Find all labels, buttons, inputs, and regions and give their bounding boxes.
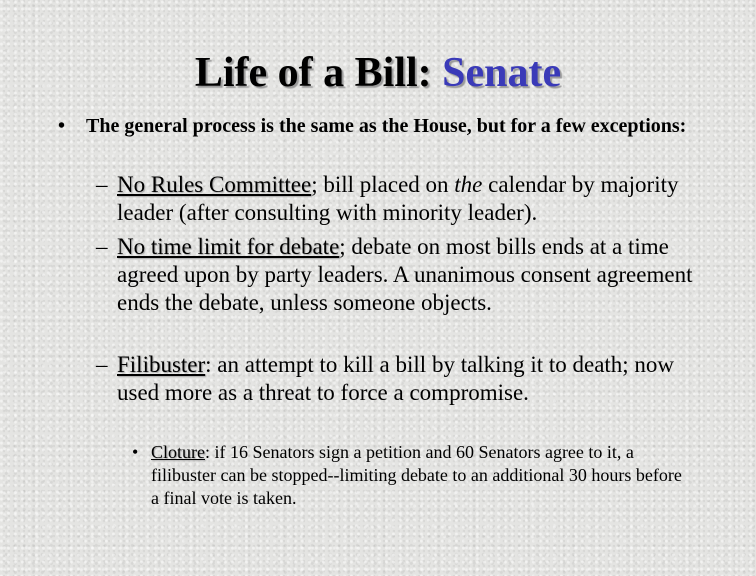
bullet-icon: • bbox=[58, 115, 66, 137]
sub-sub-item-cloture bbox=[132, 441, 692, 510]
sub-item-text bbox=[117, 351, 696, 407]
bullet-icon: • bbox=[132, 442, 139, 462]
sub-item-time-limit bbox=[96, 233, 696, 317]
sub-item-rules-committee bbox=[96, 171, 696, 227]
term-cloture: Cloture bbox=[151, 442, 205, 462]
sub-item-post: calendar by majority leader (after consulting with minority leader). bbox=[117, 172, 679, 225]
dash-icon: – bbox=[96, 352, 108, 377]
term-time-limit: No time limit for debate bbox=[117, 234, 340, 259]
sub-item-pre: ; bill placed on bbox=[311, 172, 455, 197]
title-accent: Senate bbox=[442, 50, 562, 96]
main-bullet bbox=[58, 114, 718, 139]
sub-item-rest: ; debate on most bills ends at a time agreed upon by party leaders. A unanimous consent agreement ends the debate, unless someone objects. bbox=[117, 234, 693, 315]
sub-item-rest: : an attempt to kill a bill by talking it to death; now used more as a threat to force a compromise. bbox=[117, 352, 675, 405]
title-prefix: Life of a Bill: bbox=[194, 50, 443, 96]
sub-item-filibuster bbox=[96, 351, 696, 407]
term-filibuster: Filibuster bbox=[117, 352, 206, 377]
sub-sub-item-text bbox=[151, 441, 692, 510]
dash-icon: – bbox=[96, 172, 108, 197]
main-bullet-text: The general process is the same as the House, but for a few exceptions: bbox=[86, 115, 687, 137]
dash-icon: – bbox=[96, 234, 108, 259]
sub-item-text bbox=[117, 233, 696, 317]
slide-title bbox=[0, 52, 756, 94]
sub-item-italic: the bbox=[454, 172, 483, 197]
term-rules-committee: No Rules Committee bbox=[117, 172, 312, 197]
sub-sub-item-rest: : if 16 Senators sign a petition and 60 Senators agree to it, a filibuster can be stopped--limiting debate to an additional 30 hours before a final vote is taken. bbox=[151, 442, 682, 508]
sub-item-text bbox=[117, 171, 696, 227]
